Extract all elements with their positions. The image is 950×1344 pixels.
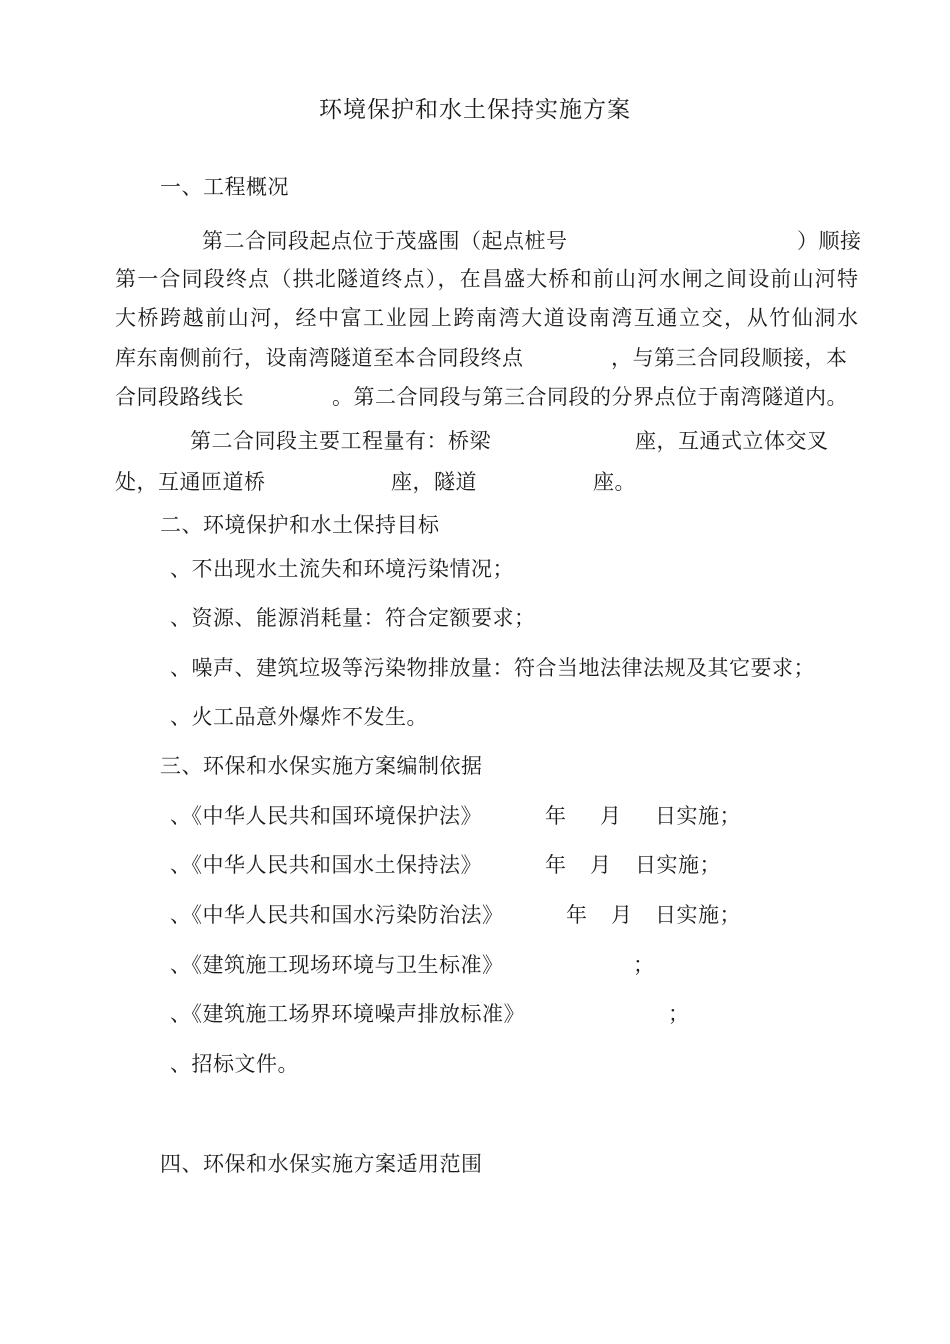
list-item: 、《中华人民共和国环境保护法》: [170, 804, 482, 828]
list-item-day: 日实施；: [635, 853, 721, 877]
list-item: 、《建筑施工场界环境噪声排放标准》: [170, 1002, 525, 1026]
list-item-month: 月: [590, 853, 612, 877]
list-item-end: ；: [668, 1002, 690, 1026]
list-item: 、火工品意外爆炸不发生。: [170, 705, 428, 729]
list-item: 、不出现水土流失和环境污染情况；: [170, 557, 514, 581]
paragraph-text: 大桥跨越前山河，经中富工业园上跨南湾大道设南湾互通立交，从竹仙洞水: [115, 306, 858, 330]
paragraph-text: ，与第三合同段顺接，本: [611, 346, 848, 370]
paragraph-text: 第一合同段终点（拱北隧道终点），在昌盛大桥和前山河水闸之间设前山河特: [115, 267, 858, 291]
list-item-year: 年: [545, 853, 567, 877]
paragraph-text: ）顺接: [797, 229, 862, 253]
paragraph-text: 第二合同段起点位于茂盛围（起点桩号: [202, 229, 568, 253]
paragraph-text: 座，互通式立体交叉: [635, 429, 829, 453]
list-item: 、招标文件。: [170, 1052, 299, 1076]
list-item: 、噪声、建筑垃圾等污染物排放量：符合当地法律法规及其它要求；: [170, 656, 815, 680]
list-item: 、《中华人民共和国水土保持法》: [170, 853, 482, 877]
page-title: 环境保护和水土保持实施方案: [319, 97, 631, 123]
section-heading-overview: 一、工程概况: [160, 175, 289, 199]
paragraph-text: 。第二合同段与第三合同段的分界点位于南湾隧道内。: [332, 385, 848, 409]
list-item-month: 月: [600, 804, 622, 828]
list-item: 、资源、能源消耗量：符合定额要求；: [170, 606, 536, 630]
list-item: 、《建筑施工现场环境与卫生标准》: [170, 953, 504, 977]
paragraph-text: 座，隧道: [391, 470, 477, 494]
list-item-year: 年: [545, 804, 567, 828]
section-heading-basis: 三、环保和水保实施方案编制依据: [160, 754, 483, 778]
paragraph-text: 第二合同段主要工程量有：桥梁: [190, 429, 491, 453]
list-item: 、《中华人民共和国水污染防治法》: [170, 903, 504, 927]
list-item-end: ；: [633, 953, 655, 977]
paragraph-text: 合同段路线长: [115, 385, 244, 409]
list-item-year: 年: [566, 903, 588, 927]
list-item-day: 日实施；: [655, 903, 741, 927]
list-item-month: 月: [611, 903, 633, 927]
paragraph-text: 座。: [593, 470, 636, 494]
paragraph-text: 处，互通匝道桥: [115, 470, 266, 494]
section-heading-scope: 四、环保和水保实施方案适用范围: [160, 1152, 483, 1176]
list-item-day: 日实施；: [655, 804, 741, 828]
paragraph-text: 库东南侧前行，设南湾隧道至本合同段终点: [115, 346, 524, 370]
section-heading-goals: 二、环境保护和水土保持目标: [160, 513, 440, 537]
